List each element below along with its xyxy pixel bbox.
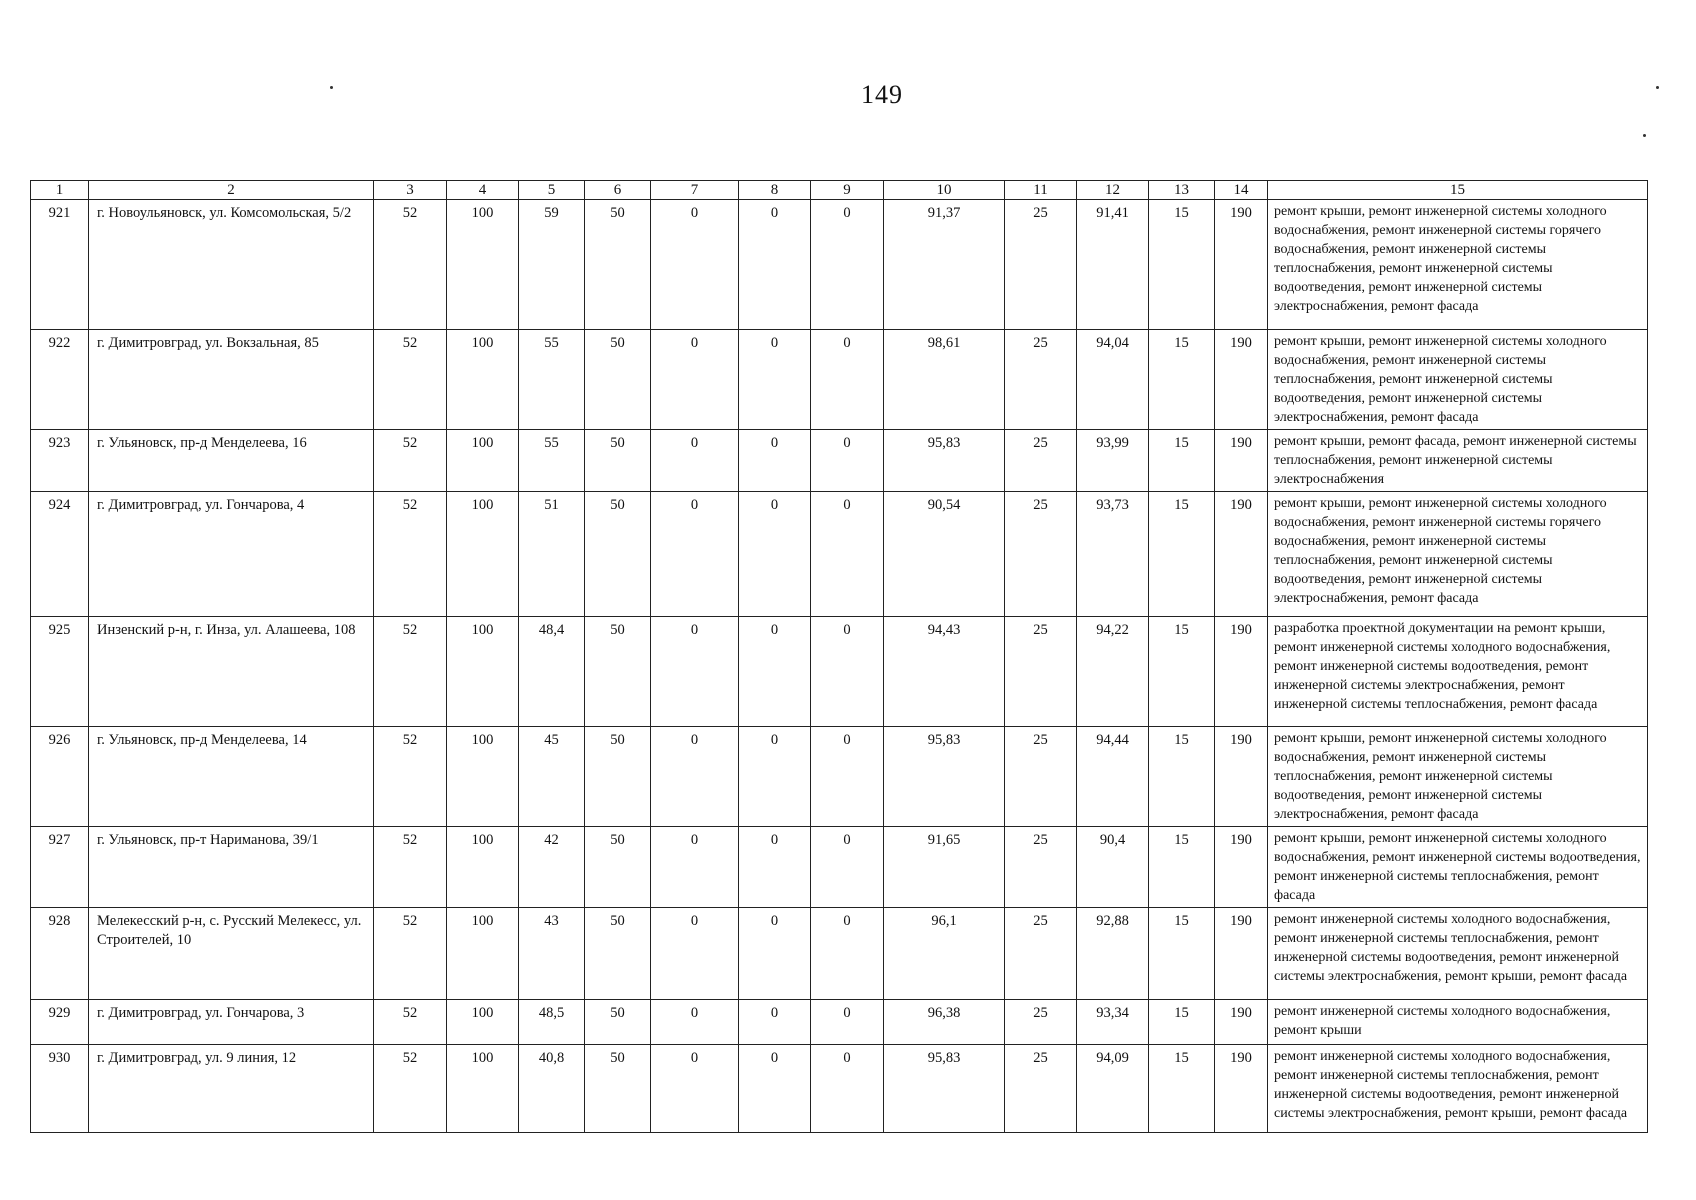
- row-number: 928: [31, 908, 89, 1000]
- value-cell: 0: [739, 492, 811, 617]
- value-cell: 40,8: [519, 1045, 585, 1133]
- value-cell: 98,61: [884, 330, 1005, 430]
- value-cell: 96,1: [884, 908, 1005, 1000]
- value-cell: 100: [447, 1000, 519, 1045]
- value-cell: 0: [811, 617, 884, 727]
- column-header: 2: [89, 181, 374, 200]
- row-number: 930: [31, 1045, 89, 1133]
- value-cell: 25: [1005, 330, 1077, 430]
- column-header: 1: [31, 181, 89, 200]
- value-cell: 15: [1149, 727, 1215, 827]
- value-cell: 100: [447, 908, 519, 1000]
- value-cell: 0: [811, 1000, 884, 1045]
- address-cell: г. Ульяновск, пр-д Менделеева, 16: [89, 430, 374, 492]
- row-number: 922: [31, 330, 89, 430]
- value-cell: 0: [651, 200, 739, 330]
- value-cell: 52: [374, 330, 447, 430]
- address-cell: г. Новоульяновск, ул. Комсомольская, 5/2: [89, 200, 374, 330]
- value-cell: 95,83: [884, 1045, 1005, 1133]
- value-cell: 15: [1149, 430, 1215, 492]
- value-cell: 50: [585, 727, 651, 827]
- value-cell: 92,88: [1077, 908, 1149, 1000]
- value-cell: 25: [1005, 827, 1077, 908]
- value-cell: 0: [811, 908, 884, 1000]
- table-row: [31, 1045, 1648, 1133]
- value-cell: 0: [739, 200, 811, 330]
- column-header: 15: [1268, 181, 1648, 200]
- row-number: 925: [31, 617, 89, 727]
- value-cell: 94,04: [1077, 330, 1149, 430]
- value-cell: 190: [1215, 430, 1268, 492]
- value-cell: 50: [585, 908, 651, 1000]
- row-number: 923: [31, 430, 89, 492]
- value-cell: 50: [585, 1045, 651, 1133]
- row-number: 924: [31, 492, 89, 617]
- value-cell: 15: [1149, 492, 1215, 617]
- value-cell: 52: [374, 727, 447, 827]
- table-row: [31, 330, 1648, 430]
- value-cell: 100: [447, 617, 519, 727]
- value-cell: 50: [585, 1000, 651, 1045]
- column-header: 13: [1149, 181, 1215, 200]
- value-cell: 55: [519, 330, 585, 430]
- value-cell: 42: [519, 827, 585, 908]
- value-cell: 0: [651, 1045, 739, 1133]
- row-number: 926: [31, 727, 89, 827]
- value-cell: 94,09: [1077, 1045, 1149, 1133]
- value-cell: 25: [1005, 1045, 1077, 1133]
- works-cell: ремонт крыши, ремонт инженерной системы холодного водоснабжения, ремонт инженерной системы горячего водоснабжения, ремонт инженерной системы теплоснабжения, ремонт инженерной системы водоотведения, ремонт инженерной системы электроснабжения, ремонт фасада: [1268, 492, 1648, 617]
- value-cell: 25: [1005, 200, 1077, 330]
- value-cell: 100: [447, 492, 519, 617]
- value-cell: 96,38: [884, 1000, 1005, 1045]
- column-header: 14: [1215, 181, 1268, 200]
- value-cell: 190: [1215, 1045, 1268, 1133]
- page-number: 149: [861, 80, 903, 109]
- address-cell: Инзенский р-н, г. Инза, ул. Алашеева, 108: [89, 617, 374, 727]
- value-cell: 15: [1149, 827, 1215, 908]
- scan-speck: [330, 86, 333, 89]
- value-cell: 0: [651, 908, 739, 1000]
- value-cell: 0: [739, 330, 811, 430]
- address-cell: г. Димитровград, ул. Гончарова, 3: [89, 1000, 374, 1045]
- value-cell: 15: [1149, 908, 1215, 1000]
- address-cell: г. Ульяновск, пр-д Менделеева, 14: [89, 727, 374, 827]
- value-cell: 52: [374, 827, 447, 908]
- column-header: 7: [651, 181, 739, 200]
- value-cell: 90,4: [1077, 827, 1149, 908]
- value-cell: 50: [585, 430, 651, 492]
- value-cell: 0: [651, 727, 739, 827]
- value-cell: 91,65: [884, 827, 1005, 908]
- row-number: 927: [31, 827, 89, 908]
- value-cell: 0: [651, 617, 739, 727]
- value-cell: 0: [651, 492, 739, 617]
- address-cell: г. Димитровград, ул. 9 линия, 12: [89, 1045, 374, 1133]
- value-cell: 0: [739, 1000, 811, 1045]
- value-cell: 190: [1215, 727, 1268, 827]
- column-header: 8: [739, 181, 811, 200]
- value-cell: 52: [374, 1045, 447, 1133]
- value-cell: 25: [1005, 492, 1077, 617]
- value-cell: 52: [374, 492, 447, 617]
- column-header: 12: [1077, 181, 1149, 200]
- value-cell: 190: [1215, 1000, 1268, 1045]
- value-cell: 190: [1215, 908, 1268, 1000]
- value-cell: 51: [519, 492, 585, 617]
- value-cell: 25: [1005, 430, 1077, 492]
- value-cell: 52: [374, 200, 447, 330]
- scan-speck: [1643, 134, 1646, 137]
- value-cell: 55: [519, 430, 585, 492]
- value-cell: 91,37: [884, 200, 1005, 330]
- value-cell: 100: [447, 430, 519, 492]
- scan-speck: [1656, 86, 1659, 89]
- value-cell: 15: [1149, 1000, 1215, 1045]
- table-row: [31, 200, 1648, 330]
- works-cell: ремонт инженерной системы холодного водоснабжения, ремонт инженерной системы теплоснабжения, ремонт инженерной системы водоотведения, ремонт инженерной системы электроснабжения, ремонт крыши, ремонт фасада: [1268, 1045, 1648, 1133]
- value-cell: 0: [739, 617, 811, 727]
- value-cell: 190: [1215, 827, 1268, 908]
- value-cell: 0: [739, 908, 811, 1000]
- value-cell: 25: [1005, 727, 1077, 827]
- value-cell: 0: [651, 1000, 739, 1045]
- table-row: [31, 827, 1648, 908]
- value-cell: 50: [585, 617, 651, 727]
- value-cell: 0: [651, 330, 739, 430]
- value-cell: 0: [811, 827, 884, 908]
- table-row: [31, 1000, 1648, 1045]
- address-cell: г. Димитровград, ул. Гончарова, 4: [89, 492, 374, 617]
- column-header: 9: [811, 181, 884, 200]
- table-row: [31, 908, 1648, 1000]
- column-header: 5: [519, 181, 585, 200]
- works-cell: ремонт крыши, ремонт фасада, ремонт инженерной системы теплоснабжения, ремонт инженерной системы электроснабжения: [1268, 430, 1648, 492]
- value-cell: 0: [739, 727, 811, 827]
- table-row: [31, 492, 1648, 617]
- value-cell: 50: [585, 200, 651, 330]
- value-cell: 100: [447, 1045, 519, 1133]
- value-cell: 0: [651, 430, 739, 492]
- value-cell: 15: [1149, 200, 1215, 330]
- value-cell: 91,41: [1077, 200, 1149, 330]
- value-cell: 0: [811, 430, 884, 492]
- table-row: [31, 617, 1648, 727]
- value-cell: 94,44: [1077, 727, 1149, 827]
- works-cell: ремонт крыши, ремонт инженерной системы холодного водоснабжения, ремонт инженерной системы водоотведения, ремонт инженерной системы теплоснабжения, ремонт фасада: [1268, 827, 1648, 908]
- value-cell: 0: [739, 1045, 811, 1133]
- value-cell: 43: [519, 908, 585, 1000]
- value-cell: 52: [374, 617, 447, 727]
- works-cell: ремонт инженерной системы холодного водоснабжения, ремонт крыши: [1268, 1000, 1648, 1045]
- column-header: 6: [585, 181, 651, 200]
- value-cell: 48,5: [519, 1000, 585, 1045]
- value-cell: 100: [447, 200, 519, 330]
- value-cell: 0: [811, 727, 884, 827]
- table-row: [31, 430, 1648, 492]
- column-header: 3: [374, 181, 447, 200]
- value-cell: 190: [1215, 492, 1268, 617]
- value-cell: 0: [811, 200, 884, 330]
- column-header: 4: [447, 181, 519, 200]
- value-cell: 93,34: [1077, 1000, 1149, 1045]
- row-number: 921: [31, 200, 89, 330]
- value-cell: 25: [1005, 617, 1077, 727]
- value-cell: 0: [739, 430, 811, 492]
- table-row: [31, 727, 1648, 827]
- row-number: 929: [31, 1000, 89, 1045]
- header-row: [31, 181, 1648, 200]
- value-cell: 45: [519, 727, 585, 827]
- value-cell: 100: [447, 727, 519, 827]
- address-cell: г. Димитровград, ул. Вокзальная, 85: [89, 330, 374, 430]
- works-cell: ремонт крыши, ремонт инженерной системы холодного водоснабжения, ремонт инженерной системы теплоснабжения, ремонт инженерной системы водоотведения, ремонт инженерной системы электроснабжения, ремонт фасада: [1268, 727, 1648, 827]
- value-cell: 0: [811, 1045, 884, 1133]
- value-cell: 94,43: [884, 617, 1005, 727]
- value-cell: 190: [1215, 200, 1268, 330]
- value-cell: 94,22: [1077, 617, 1149, 727]
- value-cell: 52: [374, 908, 447, 1000]
- value-cell: 0: [811, 492, 884, 617]
- value-cell: 50: [585, 827, 651, 908]
- value-cell: 0: [739, 827, 811, 908]
- value-cell: 95,83: [884, 430, 1005, 492]
- value-cell: 50: [585, 492, 651, 617]
- value-cell: 25: [1005, 908, 1077, 1000]
- value-cell: 48,4: [519, 617, 585, 727]
- works-cell: ремонт крыши, ремонт инженерной системы холодного водоснабжения, ремонт инженерной системы горячего водоснабжения, ремонт инженерной системы теплоснабжения, ремонт инженерной системы водоотведения, ремонт инженерной системы электроснабжения, ремонт фасада: [1268, 200, 1648, 330]
- address-cell: Мелекесский р-н, с. Русский Мелекесс, ул. Строителей, 10: [89, 908, 374, 1000]
- value-cell: 93,73: [1077, 492, 1149, 617]
- value-cell: 95,83: [884, 727, 1005, 827]
- value-cell: 100: [447, 827, 519, 908]
- value-cell: 0: [651, 827, 739, 908]
- works-cell: разработка проектной документации на ремонт крыши, ремонт инженерной системы холодного водоснабжения, ремонт инженерной системы водоотведения, ремонт инженерной системы электроснабжения, ремонт инженерной системы теплоснабжения, ремонт фасада: [1268, 617, 1648, 727]
- address-cell: г. Ульяновск, пр-т Нариманова, 39/1: [89, 827, 374, 908]
- value-cell: 15: [1149, 1045, 1215, 1133]
- value-cell: 100: [447, 330, 519, 430]
- works-cell: ремонт крыши, ремонт инженерной системы холодного водоснабжения, ремонт инженерной системы теплоснабжения, ремонт инженерной системы водоотведения, ремонт инженерной системы электроснабжения, ремонт фасада: [1268, 330, 1648, 430]
- column-header: 10: [884, 181, 1005, 200]
- value-cell: 52: [374, 430, 447, 492]
- value-cell: 15: [1149, 330, 1215, 430]
- value-cell: 0: [811, 330, 884, 430]
- value-cell: 190: [1215, 330, 1268, 430]
- value-cell: 50: [585, 330, 651, 430]
- value-cell: 190: [1215, 617, 1268, 727]
- value-cell: 52: [374, 1000, 447, 1045]
- value-cell: 90,54: [884, 492, 1005, 617]
- column-header: 11: [1005, 181, 1077, 200]
- value-cell: 93,99: [1077, 430, 1149, 492]
- value-cell: 15: [1149, 617, 1215, 727]
- repair-program-table: [30, 180, 1648, 1133]
- value-cell: 25: [1005, 1000, 1077, 1045]
- works-cell: ремонт инженерной системы холодного водоснабжения, ремонт инженерной системы теплоснабжения, ремонт инженерной системы водоотведения, ремонт инженерной системы электроснабжения, ремонт крыши, ремонт фасада: [1268, 908, 1648, 1000]
- value-cell: 59: [519, 200, 585, 330]
